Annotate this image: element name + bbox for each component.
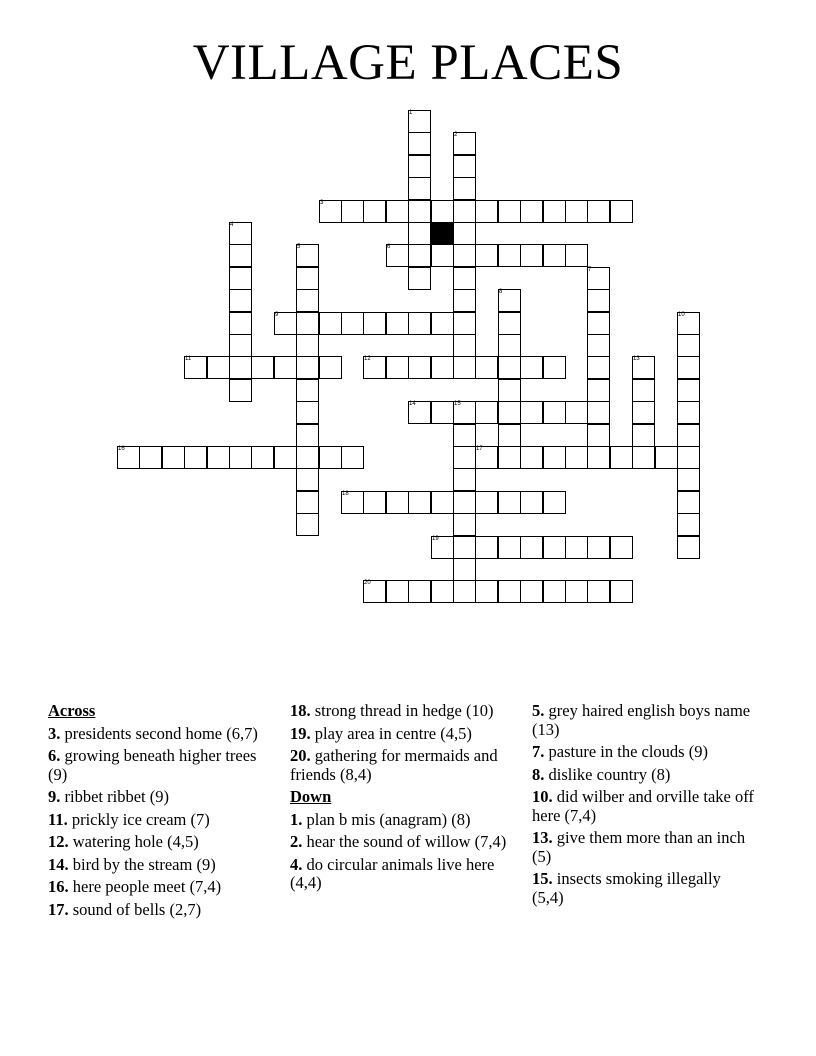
grid-cell[interactable]: [296, 267, 319, 290]
grid-cell[interactable]: [229, 267, 252, 290]
grid-cell[interactable]: [431, 401, 454, 424]
grid-cell[interactable]: [587, 379, 610, 402]
grid-cell[interactable]: [431, 200, 454, 223]
grid-cell[interactable]: [498, 200, 521, 223]
grid-cell[interactable]: [587, 424, 610, 447]
grid-cell[interactable]: [184, 446, 207, 469]
clue-number-label: 3: [320, 200, 324, 206]
grid-cell[interactable]: [543, 401, 566, 424]
grid-cell[interactable]: [632, 424, 655, 447]
grid-cell[interactable]: [408, 244, 431, 267]
clue-across-18: 18. strong thread in hedge (10): [290, 701, 494, 720]
puzzle-title: VILLAGE PLACES: [192, 35, 624, 91]
clue-across-17: 17. sound of bells (2,7): [48, 899, 202, 919]
grid-cell[interactable]: [408, 200, 431, 223]
grid-cell[interactable]: [139, 446, 162, 469]
grid-cell[interactable]: [453, 491, 476, 514]
grid-cell[interactable]: [498, 379, 521, 402]
grid-cell[interactable]: [475, 580, 498, 603]
grid-cell[interactable]: [475, 401, 498, 424]
grid-cell[interactable]: [565, 200, 588, 223]
clues-column-1: [48, 702, 270, 923]
grid-cell[interactable]: [610, 580, 633, 603]
clue-number-label: 4: [230, 222, 234, 228]
grid-cell[interactable]: [296, 334, 319, 357]
clue-number-label: 7: [588, 267, 592, 273]
grid-cell[interactable]: [498, 580, 521, 603]
grid-cell[interactable]: [543, 446, 566, 469]
grid-cell[interactable]: [296, 401, 319, 424]
grid-cell[interactable]: [655, 446, 678, 469]
grid-cell[interactable]: [498, 334, 521, 357]
grid-cell[interactable]: [296, 312, 319, 335]
grid-cell[interactable]: [475, 356, 498, 379]
grid-cell[interactable]: [229, 289, 252, 312]
clues-column-2: [290, 702, 512, 897]
clue-across-3: 3. presidents second home (6,7): [48, 723, 258, 743]
grid-cell[interactable]: [498, 446, 521, 469]
clue-number-label: 2: [454, 132, 458, 138]
grid-cell[interactable]: [408, 222, 431, 245]
grid-cell[interactable]: [565, 580, 588, 603]
grid-cell[interactable]: [386, 312, 409, 335]
grid-cell[interactable]: [274, 356, 297, 379]
grid-cell[interactable]: [520, 356, 543, 379]
grid-cell[interactable]: [431, 356, 454, 379]
grid-cell[interactable]: [229, 379, 252, 402]
grid-cell[interactable]: [587, 312, 610, 335]
grid-cell[interactable]: [610, 200, 633, 223]
grid-cell[interactable]: [543, 536, 566, 559]
clue-number-label: 19: [432, 536, 439, 542]
grid-cell[interactable]: [475, 536, 498, 559]
grid-cell[interactable]: [587, 356, 610, 379]
grid-cell[interactable]: [453, 558, 476, 581]
grid-cell[interactable]: [453, 580, 476, 603]
grid-cell[interactable]: [229, 312, 252, 335]
down-heading: Down: [290, 787, 332, 806]
grid-cell[interactable]: [408, 580, 431, 603]
grid-cell[interactable]: [498, 536, 521, 559]
grid-cell[interactable]: [565, 401, 588, 424]
grid-cell[interactable]: [587, 200, 610, 223]
grid-cell[interactable]: [229, 334, 252, 357]
clue-number-label: 20: [364, 580, 371, 586]
grid-cell[interactable]: [587, 334, 610, 357]
grid-cell[interactable]: [587, 536, 610, 559]
grid-cell[interactable]: [677, 536, 700, 559]
grid-cell[interactable]: [229, 356, 252, 379]
grid-cell[interactable]: [229, 244, 252, 267]
clue-number-label: 9: [275, 312, 279, 318]
grid-cell[interactable]: [632, 446, 655, 469]
clue-number-label: 15: [454, 401, 461, 407]
grid-cell[interactable]: [363, 312, 386, 335]
grid-cell[interactable]: [453, 536, 476, 559]
clues-column-3: [532, 702, 754, 911]
grid-cell[interactable]: [341, 446, 364, 469]
grid-cell[interactable]: [677, 468, 700, 491]
grid-cell[interactable]: [296, 356, 319, 379]
grid-cell[interactable]: [431, 491, 454, 514]
grid-cell[interactable]: [296, 513, 319, 536]
grid-cell[interactable]: [475, 491, 498, 514]
grid-cell[interactable]: [520, 244, 543, 267]
grid-cell[interactable]: [677, 513, 700, 536]
grid-cell[interactable]: [587, 289, 610, 312]
grid-cell[interactable]: [677, 356, 700, 379]
grid-cell[interactable]: [408, 155, 431, 178]
clue-down-1: 1. plan b mis (anagram) (8): [290, 809, 471, 829]
grid-cell[interactable]: [498, 424, 521, 447]
clue-number-label: 11: [185, 356, 192, 362]
grid-cell[interactable]: [610, 446, 633, 469]
grid-cell[interactable]: [408, 132, 431, 155]
grid-cell[interactable]: [386, 491, 409, 514]
grid-cell[interactable]: [453, 356, 476, 379]
grid-cell[interactable]: [229, 446, 252, 469]
grid-cell[interactable]: [677, 491, 700, 514]
grid-cell[interactable]: [587, 580, 610, 603]
grid-cell[interactable]: [274, 446, 297, 469]
clue-across-12: 12. watering hole (4,5): [48, 832, 199, 851]
grid-cell[interactable]: [677, 401, 700, 424]
grid-cell[interactable]: [408, 491, 431, 514]
grid-cell[interactable]: [296, 468, 319, 491]
clue-across-11: 11. prickly ice cream (7): [48, 809, 210, 829]
grid-cell[interactable]: [431, 222, 454, 245]
clue-number-label: 18: [342, 491, 349, 497]
grid-cell[interactable]: [296, 491, 319, 514]
grid-cell[interactable]: [453, 267, 476, 290]
clue-number-label: 10: [678, 312, 685, 318]
grid-cell[interactable]: [363, 200, 386, 223]
clue-number-label: 16: [118, 446, 125, 452]
grid-cell[interactable]: [453, 312, 476, 335]
grid-cell[interactable]: [565, 446, 588, 469]
grid-cell[interactable]: [207, 356, 230, 379]
clue-down-7: 7. pasture in the clouds (9): [532, 742, 708, 761]
clue-down-10: 10. did wilber and orville take off here (7,4): [532, 787, 754, 825]
grid-cell[interactable]: [520, 536, 543, 559]
clue-down-13: 13. give them more than an inch (5): [532, 828, 746, 866]
grid-cell[interactable]: [453, 177, 476, 200]
clue-number-label: 1: [409, 110, 413, 116]
grid-cell[interactable]: [453, 424, 476, 447]
clue-across-20: 20. gathering for mermaids and friends (8,4): [290, 746, 498, 784]
grid-cell[interactable]: [408, 177, 431, 200]
grid-cell[interactable]: [632, 379, 655, 402]
grid-cell[interactable]: [453, 244, 476, 267]
grid-cell[interactable]: [453, 200, 476, 223]
grid-cell[interactable]: [296, 379, 319, 402]
grid-cell[interactable]: [386, 580, 409, 603]
grid-cell[interactable]: [453, 155, 476, 178]
clue-number-label: 13: [633, 356, 640, 362]
grid-cell[interactable]: [408, 267, 431, 290]
clue-number-label: 12: [364, 356, 371, 362]
grid-cell[interactable]: [543, 491, 566, 514]
grid-cell[interactable]: [408, 356, 431, 379]
clue-down-15: 15. insects smoking illegally (5,4): [532, 869, 721, 907]
clue-number-label: 17: [476, 446, 483, 452]
grid-cell[interactable]: [251, 356, 274, 379]
grid-cell[interactable]: [565, 244, 588, 267]
grid-cell[interactable]: [498, 312, 521, 335]
grid-cell[interactable]: [520, 401, 543, 424]
clue-down-2: 2. hear the sound of willow (7,4): [290, 832, 507, 851]
clue-across-16: 16. here people meet (7,4): [48, 877, 222, 896]
clue-across-14: 14. bird by the stream (9): [48, 854, 216, 874]
grid-cell[interactable]: [341, 312, 364, 335]
grid-cell[interactable]: [453, 334, 476, 357]
grid-cell[interactable]: [431, 312, 454, 335]
grid-cell[interactable]: [610, 536, 633, 559]
grid-cell[interactable]: [319, 312, 342, 335]
grid-cell[interactable]: [520, 446, 543, 469]
clue-number-label: 14: [409, 401, 416, 407]
grid-cell[interactable]: [453, 222, 476, 245]
grid-cell[interactable]: [520, 200, 543, 223]
grid-cell[interactable]: [587, 446, 610, 469]
grid-cell[interactable]: [677, 379, 700, 402]
grid-cell[interactable]: [453, 513, 476, 536]
grid-cell[interactable]: [251, 446, 274, 469]
grid-cell[interactable]: [431, 244, 454, 267]
grid-cell[interactable]: [632, 401, 655, 424]
clue-across-9: 9. ribbet ribbet (9): [48, 787, 169, 806]
across-heading: Across: [48, 701, 96, 720]
grid-cell[interactable]: [363, 491, 386, 514]
grid-cell[interactable]: [319, 446, 342, 469]
grid-cell[interactable]: [408, 312, 431, 335]
grid-cell[interactable]: [587, 401, 610, 424]
grid-cell[interactable]: [431, 580, 454, 603]
grid-cell[interactable]: [296, 289, 319, 312]
grid-cell[interactable]: [341, 200, 364, 223]
clue-number-label: 5: [297, 244, 301, 250]
grid-cell[interactable]: [520, 580, 543, 603]
grid-cell[interactable]: [386, 356, 409, 379]
grid-cell[interactable]: [498, 244, 521, 267]
grid-cell[interactable]: [319, 356, 342, 379]
grid-cell[interactable]: [453, 289, 476, 312]
grid-cell[interactable]: [162, 446, 185, 469]
clue-number-label: 6: [387, 244, 391, 250]
grid-cell[interactable]: [543, 356, 566, 379]
grid-cell[interactable]: [475, 244, 498, 267]
grid-cell[interactable]: [453, 446, 476, 469]
grid-cell[interactable]: [677, 424, 700, 447]
clue-across-19: 19. play area in centre (4,5): [290, 723, 472, 743]
grid-cell[interactable]: [453, 468, 476, 491]
clue-down-4: 4. do circular animals live here (4,4): [290, 854, 495, 892]
grid-cell[interactable]: [520, 491, 543, 514]
grid-cell[interactable]: [207, 446, 230, 469]
grid-cell[interactable]: [498, 356, 521, 379]
grid-cell[interactable]: [386, 200, 409, 223]
grid-cell[interactable]: [296, 424, 319, 447]
clue-down-8: 8. dislike country (8): [532, 764, 671, 784]
grid-cell[interactable]: [543, 580, 566, 603]
clue-across-6: 6. growing beneath higher trees (9): [48, 746, 257, 784]
grid-cell[interactable]: [296, 446, 319, 469]
grid-cell[interactable]: [677, 334, 700, 357]
grid-cell[interactable]: [565, 536, 588, 559]
clue-down-5: 5. grey haired english boys name (13): [532, 701, 751, 739]
grid-cell[interactable]: [498, 491, 521, 514]
grid-cell[interactable]: [543, 244, 566, 267]
grid-cell[interactable]: [475, 200, 498, 223]
clue-number-label: 8: [499, 289, 503, 295]
grid-cell[interactable]: [498, 401, 521, 424]
grid-cell[interactable]: [677, 446, 700, 469]
grid-cell[interactable]: [543, 200, 566, 223]
